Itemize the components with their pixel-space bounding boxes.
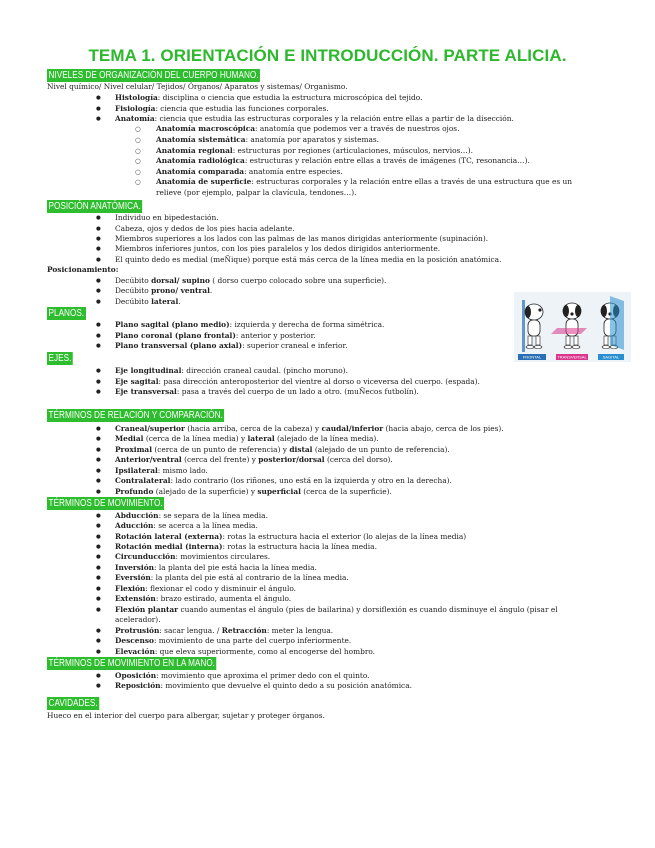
bullet-item: ● Histología: disciplina o ciencia que estudia la estructura microscópica del tejido. <box>115 93 422 103</box>
figure-label-frontal: FRONTAL <box>522 354 542 360</box>
bullet-item: ● Individuo en bipedestación. <box>115 213 219 223</box>
bullet-item: ● Miembros inferiores juntos, con los pies paralelos y los dedos dirigidos anteriormente. <box>115 244 440 254</box>
bullet-item: ● Anterior/ventral (cerca del frente) y posterior/dorsal (cerca del dorso). <box>115 455 393 465</box>
text-line: acelerador). <box>115 615 161 624</box>
bullet-item: ● Craneal/superior (hacia arriba, cerca de la cabeza) y caudal/inferior (hacia abajo, cerca de los pies). <box>115 424 504 434</box>
bullet-item: ● Ipsilateral: mismo lado. <box>115 466 208 476</box>
bullet-item: ● Rotación medial (interna): rotas la estructura hacia la línea media. <box>115 542 377 552</box>
section-heading-posicion: POSICIÓN ANATÓMICA. <box>48 200 141 212</box>
bullet-item: ● El quinto dedo es medial (meÑique) porque está más cerca de la línea media en la posición anatómica. <box>115 255 501 265</box>
bullet-item: ● Cabeza, ojos y dedos de los pies hacia adelante. <box>115 224 295 234</box>
section-heading-cavidades: CAVIDADES. <box>48 697 98 709</box>
bullet-item: ● Inversión: la planta del pie está hacia la línea media. <box>115 563 317 573</box>
bullet-item: ● Eje longitudinal: dirección craneal caudal. (pincho moruno). <box>115 366 348 376</box>
section-heading-niveles: NIVELES DE ORGANIZACIÓN DEL CUERPO HUMANO. <box>48 69 259 81</box>
bullet-item: ● Profundo (alejado de la superficie) y superficial (cerca de la superficie). <box>115 487 392 497</box>
section-heading-terminos-movimiento: TÉRMINOS DE MOVIMIENTO. <box>48 497 163 509</box>
text-line: relieve (por ejemplo, palpar la clavícula, tendones…). <box>156 188 357 197</box>
bullet-item: ● Decúbito prono/ ventral. <box>115 286 212 296</box>
bullet-item: ● Contralateral: lado contrario (los riñones, uno está en la izquierda y otro en la derecha). <box>115 476 452 486</box>
bullet-item: ● Protrusión: sacar lengua. / Retracción: meter la lengua. <box>115 626 333 636</box>
bullet-item: ● Flexión plantar cuando aumentas el ángulo (pies de bailarina) y dorsiflexión es cuando disminuye el ángulo (pisar el <box>115 605 558 615</box>
bullet-item: ● Proximal (cerca de un punto de referencia) y distal (alejado de un punto de referencia). <box>115 445 450 455</box>
bullet-item: ● Circunducción: movimientos circulares. <box>115 552 270 562</box>
page-title: TEMA 1. ORIENTACIÓN E INTRODUCCIÓN. PARTE ALICIA. <box>88 46 567 65</box>
bullet-item: ● Elevación: que eleva superiormente, como al encogerse del hombro. <box>115 647 375 657</box>
text-line: Hueco en el interior del cuerpo para albergar, sujetar y proteger órganos. <box>47 711 325 720</box>
bullet-item: ● Eversión: la planta del pie está al contrario de la línea media. <box>115 573 349 583</box>
bullet-item: ● Reposición: movimiento que devuelve el quinto dedo a su posición anatómica. <box>115 681 412 691</box>
bullet-item: ● Plano sagital (plano medio): izquierda y derecha de forma simétrica. <box>115 320 384 330</box>
bullet-item: ● Abducción: se separa de la línea media. <box>115 511 268 521</box>
section-heading-terminos-relacion: TÉRMINOS DE RELACIÓN Y COMPARACIÓN. <box>48 409 223 421</box>
bullet-item: ● Oposición: movimiento que aproxima el primer dedo con el quinto. <box>115 671 370 681</box>
bullet-item: ● Descenso: movimiento de una parte del cuerpo inferiormente. <box>115 636 351 646</box>
bullet-item: ● Plano coronal (plano frontal): anterior y posterior. <box>115 331 316 341</box>
bullet-item: ● Flexión: flexionar el codo y disminuir el ángulo. <box>115 584 296 594</box>
bullet-item: ● Aducción: se acerca a la línea media. <box>115 521 258 531</box>
section-heading-terminos-mano: TÉRMINOS DE MOVIMIENTO EN LA MANO. <box>48 657 215 669</box>
bullet-item: ● Decúbito lateral. <box>115 297 181 307</box>
bullet-item: ● Eje sagital: pasa dirección anteroposterior del vientre al dorso o viceversa del cuerpo. (espada). <box>115 377 480 387</box>
bullet-item: ● Plano transversal (plano axial): superior craneal e inferior. <box>115 341 348 351</box>
bullet-item: ● Miembros superiores a los lados con las palmas de las manos dirigidas anteriormente (supinación). <box>115 234 488 244</box>
sub-bullet-item: ○ Anatomía macroscópica: anatomía que podemos ver a través de nuestros ojos. <box>156 124 459 134</box>
sub-bullet-item: ○ Anatomía sistemática: anatomía por aparatos y sistemas. <box>156 135 379 145</box>
subheading-posicionamiento: Posicionamiento: <box>47 265 119 274</box>
snoopy-planes-illustration <box>514 292 631 362</box>
bullet-item: ● Anatomía: ciencia que estudia las estructuras corporales y la relación entre ellas a partir de la disección. <box>115 114 514 124</box>
bullet-item: ● Eje transversal: pasa a través del cuerpo de un lado a otro. (muÑecos futbolín). <box>115 387 419 397</box>
sub-bullet-item: ○ Anatomía regional: estructuras por regiones (articulaciones, músculos, nervios…). <box>156 146 473 156</box>
text-line: Nivel químico/ Nivel celular/ Tejidos/ Órganos/ Aparatos y sistemas/ Organismo. <box>47 82 348 91</box>
bullet-item: ● Fisiología: ciencia que estudia las funciones corporales. <box>115 104 329 114</box>
bullet-item: ● Medial (cerca de la línea media) y lateral (alejado de la línea media). <box>115 434 379 444</box>
section-heading-planos: PLANOS. <box>48 307 85 319</box>
section-heading-ejes: EJES. <box>48 352 72 364</box>
bullet-item: ● Decúbito dorsal/ supino ( dorso cuerpo colocado sobre una superficie). <box>115 276 386 286</box>
figure-label-transversal: TRANSVERSAL <box>557 354 587 360</box>
sub-bullet-item: ○ Anatomía radiológica: estructuras y relación entre ellas a través de imágenes (TC, resonancia…). <box>156 156 530 166</box>
bullet-item: ● Extensión: brazo estirado, aumenta el ángulo. <box>115 594 291 604</box>
sub-bullet-item: ○ Anatomía comparada: anatomía entre especies. <box>156 167 343 177</box>
figure-label-sagital: SAGITAL <box>602 354 620 360</box>
sub-bullet-item: ○ Anatomía de superficie: estructuras corporales y la relación entre ellas a través de una estructura que es un <box>156 177 572 187</box>
bullet-item: ● Rotación lateral (externa): rotas la estructura hacia el exterior (lo alejas de la línea media) <box>115 532 466 542</box>
anatomical-planes-figure <box>514 292 631 362</box>
